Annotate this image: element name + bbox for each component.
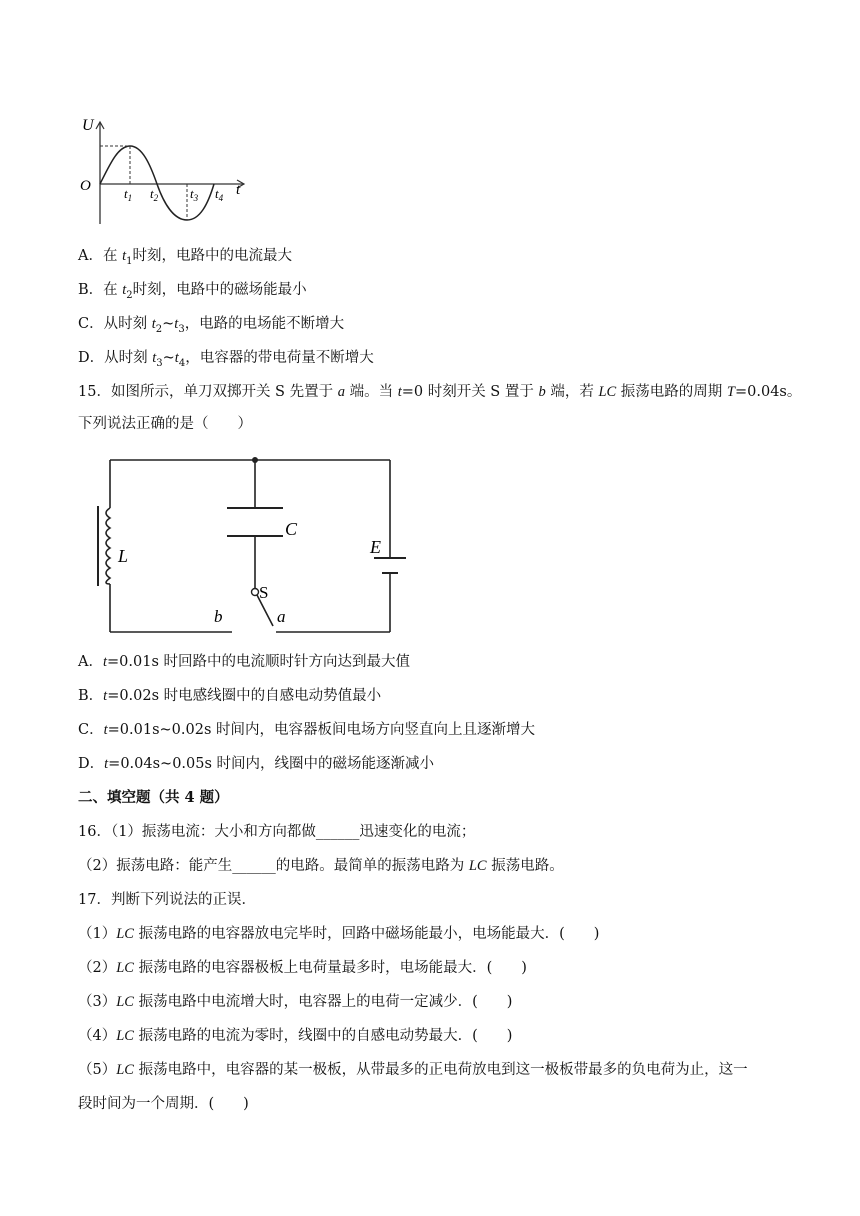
- voltage-time-graph: [78, 112, 258, 230]
- label-e: E: [370, 537, 381, 557]
- label-l: L: [118, 546, 129, 566]
- q17-item-3: （3）LC 振荡电路中电流增大时，电容器上的电荷一定减少．( ): [78, 994, 513, 1010]
- q16-line1: 16．（1）振荡电流：大小和方向都做______迅速变化的电流；: [78, 824, 476, 840]
- q17-item-2: （2）LC 振荡电路的电容器极板上电荷量最多时，电场能最大．( ): [78, 960, 527, 976]
- q17-item-5-line2: 段时间为一个周期．( ): [78, 1096, 249, 1112]
- q14-option-a: A．在 $t_1$时刻，电路中的电流最大: [78, 248, 292, 267]
- q15-option-a: A．t=0.01s 时回路中的电流顺时针方向达到最大值: [78, 654, 410, 670]
- tick-t4: $t_4$: [215, 186, 224, 203]
- t-axis-label: t: [236, 182, 241, 198]
- q14-option-b: B．在 $t_2$时刻，电路中的磁场能最小: [78, 282, 307, 301]
- lc-circuit-diagram: [92, 452, 412, 642]
- q17-item-5: （5）LC 振荡电路中，电容器的某一极板，从带最多的正电荷放电到这一极板带最多的负电荷为止，这一: [78, 1062, 748, 1078]
- q17-stem: 17．判断下列说法的正误．: [78, 892, 256, 908]
- label-b: b: [214, 607, 223, 626]
- q17-item-1: （1）LC 振荡电路的电容器放电完毕时，回路中磁场能最小，电场能最大．( ): [78, 926, 600, 942]
- q15-option-d: D．t=0.04s~0.05s 时间内，线圈中的磁场能逐渐减小: [78, 756, 435, 772]
- q15-option-c: C．t=0.01s~0.02s 时间内，电容器板间电场方向竖直向上且逐渐增大: [78, 722, 535, 738]
- q14-option-d: D．从时刻 $t_3\sim t_4$，电容器的带电荷量不断增大: [78, 350, 374, 369]
- sine-curve: [100, 146, 214, 220]
- q16-line2: （2）振荡电路：能产生______的电路。最简单的振荡电路为 LC 振荡电路。: [78, 858, 564, 874]
- origin-label: O: [80, 178, 91, 194]
- inductor-coil: [106, 508, 110, 584]
- label-s: S: [259, 583, 269, 602]
- q14-option-c: C．从时刻 $t_2\sim t_3$，电路的电场能不断增大: [78, 316, 345, 335]
- tick-t2: $t_2$: [150, 186, 159, 203]
- q15-option-b: B．t=0.02s 时电感线圈中的自感电动势值最小: [78, 688, 382, 704]
- label-c: C: [285, 519, 298, 539]
- q15-stem: 15．如图所示，单刀双掷开关 S 先置于 a 端。当 t=0 时刻开关 S 置于 b 端，若 LC 振荡电路的周期 T=0.04s。: [78, 384, 802, 400]
- junction-dot: [252, 457, 258, 463]
- section-2-title: 二、填空题（共 4 题）: [78, 789, 229, 806]
- u-axis-label: U: [82, 117, 94, 134]
- label-a: a: [277, 607, 286, 626]
- q17-item-4: （4）LC 振荡电路的电流为零时，线圈中的自感电动势最大．( ): [78, 1028, 513, 1044]
- tick-t3: $t_3$: [190, 186, 199, 203]
- switch-pivot: [252, 589, 259, 596]
- tick-t1: $t_1$: [124, 186, 133, 203]
- q15-stem-line2: 下列说法正确的是（ ）: [78, 416, 252, 432]
